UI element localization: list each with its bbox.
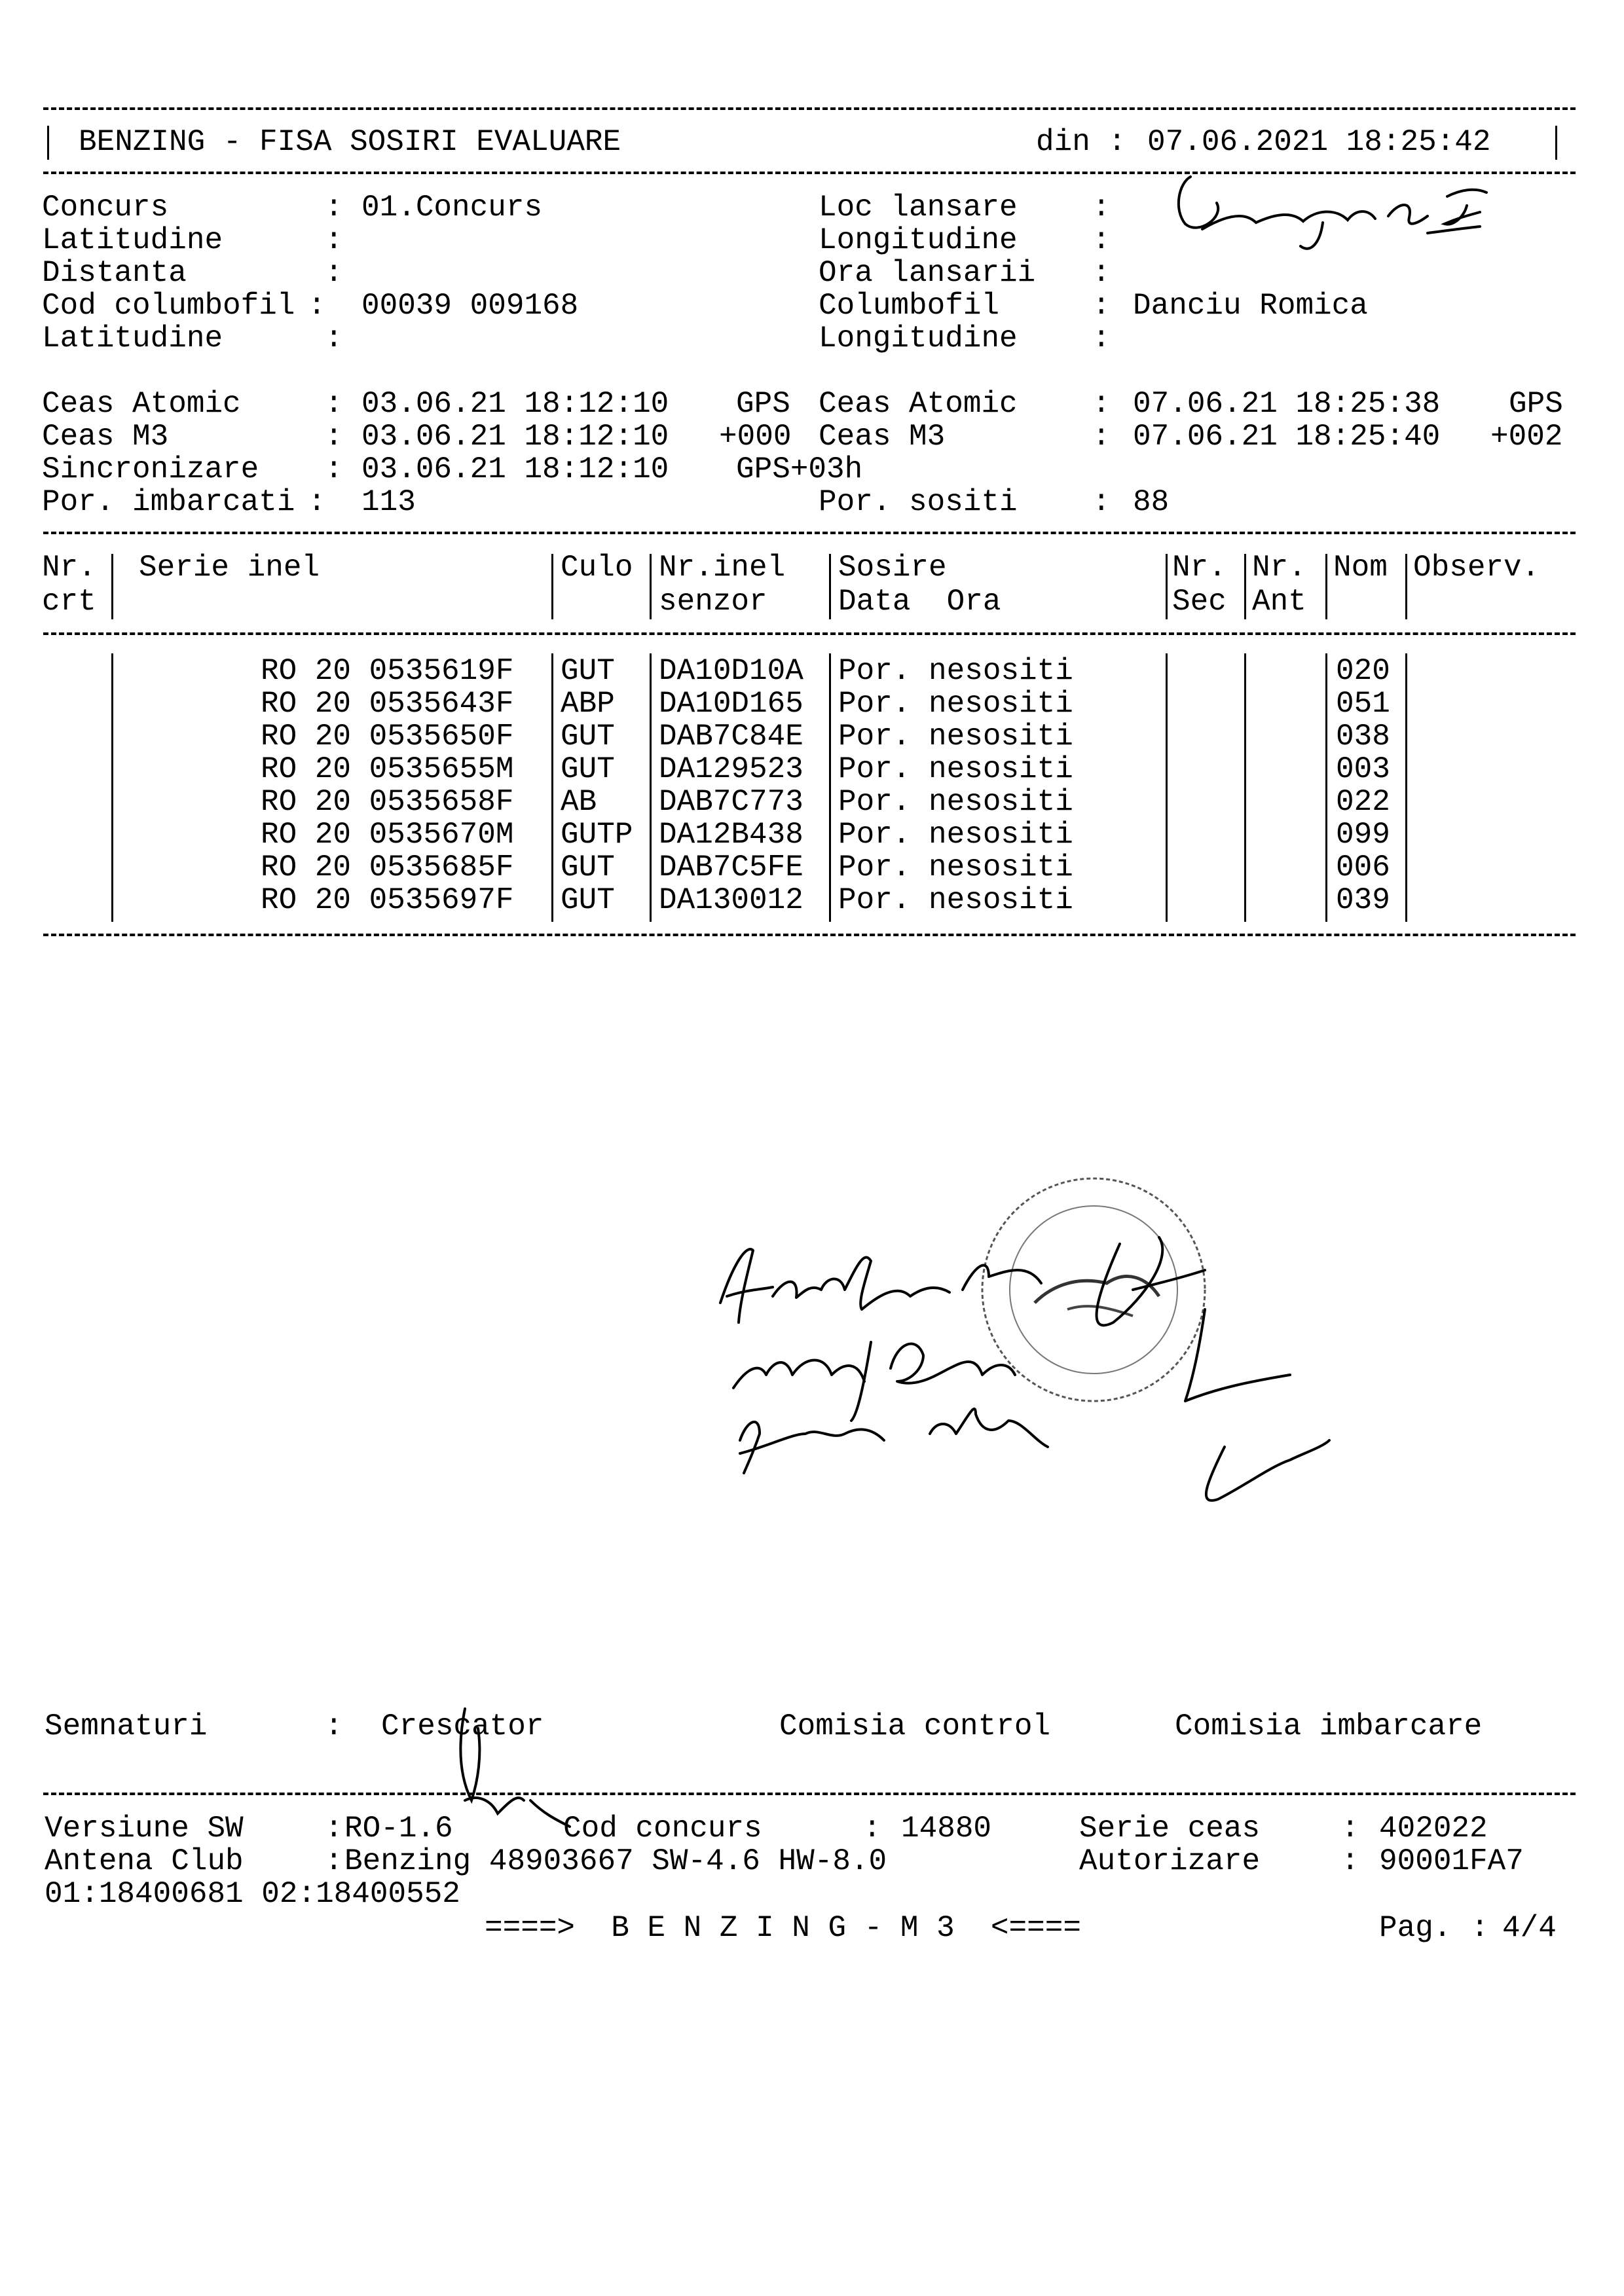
- col-sep: [1166, 653, 1168, 922]
- info-label: Latitudine: [42, 321, 223, 355]
- crescator-label: Crescator: [381, 1709, 544, 1743]
- col-crt: crt: [42, 585, 96, 619]
- col-nrsec: Nr.: [1172, 551, 1227, 585]
- clock-suffix: GPS: [736, 387, 790, 421]
- col-sep: [1244, 554, 1246, 619]
- cod-concurs-value: 14880: [901, 1812, 992, 1846]
- comisia-imbarcare-label: Comisia imbarcare: [1175, 1709, 1483, 1743]
- col-sep: [111, 554, 113, 619]
- col-culo: Culo: [561, 551, 633, 585]
- colon: :: [308, 485, 326, 519]
- cell-nom: 039: [1336, 883, 1390, 917]
- concurs-value: 01.Concurs: [361, 191, 543, 225]
- brand-line: ====> B E N Z I N G - M 3 <====: [485, 1911, 1081, 1945]
- col-data-ora: Data Ora: [838, 585, 1001, 619]
- colon: :: [1341, 1844, 1359, 1878]
- cell-nom: 006: [1336, 850, 1390, 884]
- device-ids: 01:18400681 02:18400552: [45, 1877, 460, 1911]
- cell-sosire: Por. nesositi: [838, 850, 1073, 884]
- clock-value: 03.06.21 18:12:10: [361, 420, 669, 454]
- colon: :: [863, 1812, 881, 1846]
- colon: :: [325, 321, 343, 355]
- info-label: Latitudine: [42, 223, 223, 257]
- clock-label: Por. sositi: [819, 485, 1018, 519]
- clock-suffix: GPS+03h: [736, 452, 863, 486]
- cell-serie: RO 20 0535685F: [261, 850, 514, 884]
- clock-label: Ceas M3: [42, 420, 169, 454]
- col-senzor: senzor: [659, 585, 767, 619]
- cell-senzor: DAB7C5FE: [659, 850, 803, 884]
- colon: :: [1092, 223, 1111, 257]
- col-nrinel: Nr.inel: [659, 551, 786, 585]
- cell-sosire: Por. nesositi: [838, 752, 1073, 786]
- report-title: BENZING - FISA SOSIRI EVALUARE: [79, 125, 621, 159]
- committee-signatures: [701, 1224, 1342, 1532]
- info-label: Cod columbofil: [42, 289, 295, 323]
- semnaturi-label: Semnaturi: [45, 1709, 208, 1743]
- cell-serie: RO 20 0535643F: [261, 687, 514, 721]
- colon: :: [325, 223, 343, 257]
- colon: :: [325, 387, 343, 421]
- header-left-bar: [47, 126, 49, 160]
- info-label: Ora lansarii: [819, 256, 1036, 290]
- handwritten-loc-lansare-signature: [1139, 164, 1506, 275]
- col-sosire: Sosire: [838, 551, 947, 585]
- colon: :: [1471, 1911, 1489, 1945]
- colon: :: [325, 191, 343, 225]
- cell-serie: RO 20 0535670M: [261, 818, 514, 852]
- autorizare-value: 90001FA7: [1379, 1844, 1524, 1878]
- cell-serie: RO 20 0535658F: [261, 785, 514, 819]
- col-sep: [650, 554, 652, 619]
- antena-label: Antena Club: [45, 1844, 244, 1878]
- versiune-value: RO-1.6: [344, 1812, 453, 1846]
- col-sep: [1405, 653, 1407, 922]
- colon: :: [1092, 485, 1111, 519]
- page-number: 4/4: [1502, 1911, 1557, 1945]
- comisia-control-label: Comisia control: [779, 1709, 1051, 1743]
- colon: :: [1092, 420, 1111, 454]
- col-ant: Ant: [1252, 585, 1306, 619]
- col-sep: [650, 653, 652, 922]
- cell-senzor: DA129523: [659, 752, 803, 786]
- cell-culo: GUT: [561, 720, 615, 754]
- clock-suffix: GPS: [1509, 387, 1563, 421]
- clock-suffix: +000: [719, 420, 792, 454]
- cell-sosire: Por. nesositi: [838, 654, 1073, 688]
- cell-sosire: Por. nesositi: [838, 818, 1073, 852]
- col-sep: [1405, 554, 1407, 619]
- colon: :: [325, 452, 343, 486]
- cell-culo: GUT: [561, 654, 615, 688]
- col-sep: [1325, 554, 1327, 619]
- info-label: Distanta: [42, 256, 187, 290]
- col-sec: Sec: [1172, 585, 1227, 619]
- cell-nom: 003: [1336, 752, 1390, 786]
- cell-serie: RO 20 0535619F: [261, 654, 514, 688]
- cell-sosire: Por. nesositi: [838, 883, 1073, 917]
- date-label: din: [1036, 125, 1090, 159]
- colon: :: [1092, 321, 1111, 355]
- cell-serie: RO 20 0535650F: [261, 720, 514, 754]
- table-header-rule: [43, 632, 1576, 635]
- cell-nom: 038: [1336, 720, 1390, 754]
- autorizare-label: Autorizare: [1079, 1844, 1261, 1878]
- colon: :: [308, 289, 326, 323]
- clock-label: Ceas Atomic: [819, 387, 1018, 421]
- col-nom: Nom: [1333, 551, 1388, 585]
- cell-sosire: Por. nesositi: [838, 687, 1073, 721]
- clock-suffix: +002: [1490, 420, 1563, 454]
- antena-value: Benzing 48903667 SW-4.6 HW-8.0: [344, 1844, 887, 1878]
- cell-senzor: DA12B438: [659, 818, 803, 852]
- header-right-bar: [1555, 126, 1557, 160]
- col-sep: [829, 554, 831, 619]
- info-label: Loc lansare: [819, 191, 1018, 225]
- cod-columbofil-value: 00039 009168: [361, 289, 579, 323]
- col-sep: [551, 653, 553, 922]
- cell-nom: 022: [1336, 785, 1390, 819]
- imbarcati-value: 113: [361, 485, 416, 519]
- versiune-label: Versiune SW: [45, 1812, 244, 1846]
- cell-senzor: DA130012: [659, 883, 803, 917]
- cell-culo: GUT: [561, 752, 615, 786]
- cell-serie: RO 20 0535655M: [261, 752, 514, 786]
- cell-serie: RO 20 0535697F: [261, 883, 514, 917]
- col-sep: [829, 653, 831, 922]
- cell-nom: 051: [1336, 687, 1390, 721]
- cell-culo: GUTP: [561, 818, 633, 852]
- cell-senzor: DA10D165: [659, 687, 803, 721]
- footer-rule: [43, 1793, 1576, 1795]
- table-top-rule: [43, 532, 1576, 534]
- colon: :: [325, 1844, 343, 1878]
- col-sep: [551, 554, 553, 619]
- info-label: Columbofil: [819, 289, 1000, 323]
- serie-ceas-label: Serie ceas: [1079, 1812, 1261, 1846]
- info-label: Longitudine: [819, 223, 1018, 257]
- top-rule: [43, 107, 1576, 110]
- cell-sosire: Por. nesositi: [838, 785, 1073, 819]
- colon: :: [325, 1709, 343, 1743]
- col-serie: Serie inel: [139, 551, 320, 585]
- col-sep: [1166, 554, 1168, 619]
- cell-nom: 099: [1336, 818, 1390, 852]
- cell-culo: GUT: [561, 850, 615, 884]
- clock-value: 07.06.21 18:25:40: [1133, 420, 1441, 454]
- report-date: 07.06.2021 18:25:42: [1147, 125, 1491, 159]
- colon: :: [1092, 256, 1111, 290]
- sositi-value: 88: [1133, 485, 1170, 519]
- clock-value: 03.06.21 18:12:10: [361, 387, 669, 421]
- col-sep: [111, 653, 113, 922]
- col-sep: [1244, 653, 1246, 922]
- colon: :: [1341, 1812, 1359, 1846]
- col-observ: Observ.: [1413, 551, 1540, 585]
- clock-label: Sincronizare: [42, 452, 259, 486]
- info-label: Concurs: [42, 191, 169, 225]
- cell-culo: ABP: [561, 687, 615, 721]
- colon: :: [325, 256, 343, 290]
- clock-value: 07.06.21 18:25:38: [1133, 387, 1441, 421]
- colon: :: [325, 420, 343, 454]
- page-label: Pag.: [1379, 1911, 1452, 1945]
- clock-value: 03.06.21 18:12:10: [361, 452, 669, 486]
- colon: :: [325, 1812, 343, 1846]
- clock-label: Ceas Atomic: [42, 387, 241, 421]
- serie-ceas-value: 402022: [1379, 1812, 1488, 1846]
- col-nr: Nr.: [42, 551, 96, 585]
- cell-senzor: DA10D10A: [659, 654, 803, 688]
- colon: :: [1092, 191, 1111, 225]
- cell-culo: AB: [561, 785, 597, 819]
- clock-label: Por. imbarcati: [42, 485, 295, 519]
- cell-culo: GUT: [561, 883, 615, 917]
- cell-sosire: Por. nesositi: [838, 720, 1073, 754]
- clock-label: Ceas M3: [819, 420, 946, 454]
- date-colon: :: [1108, 125, 1126, 159]
- cod-concurs-label: Cod concurs: [563, 1812, 762, 1846]
- col-nrant: Nr.: [1252, 551, 1306, 585]
- colon: :: [1092, 289, 1111, 323]
- cell-senzor: DAB7C773: [659, 785, 803, 819]
- col-sep: [1325, 653, 1327, 922]
- table-bottom-rule: [43, 934, 1576, 936]
- info-label: Longitudine: [819, 321, 1018, 355]
- columbofil-value: Danciu Romica: [1133, 289, 1368, 323]
- colon: :: [1092, 387, 1111, 421]
- cell-nom: 020: [1336, 654, 1390, 688]
- cell-senzor: DAB7C84E: [659, 720, 803, 754]
